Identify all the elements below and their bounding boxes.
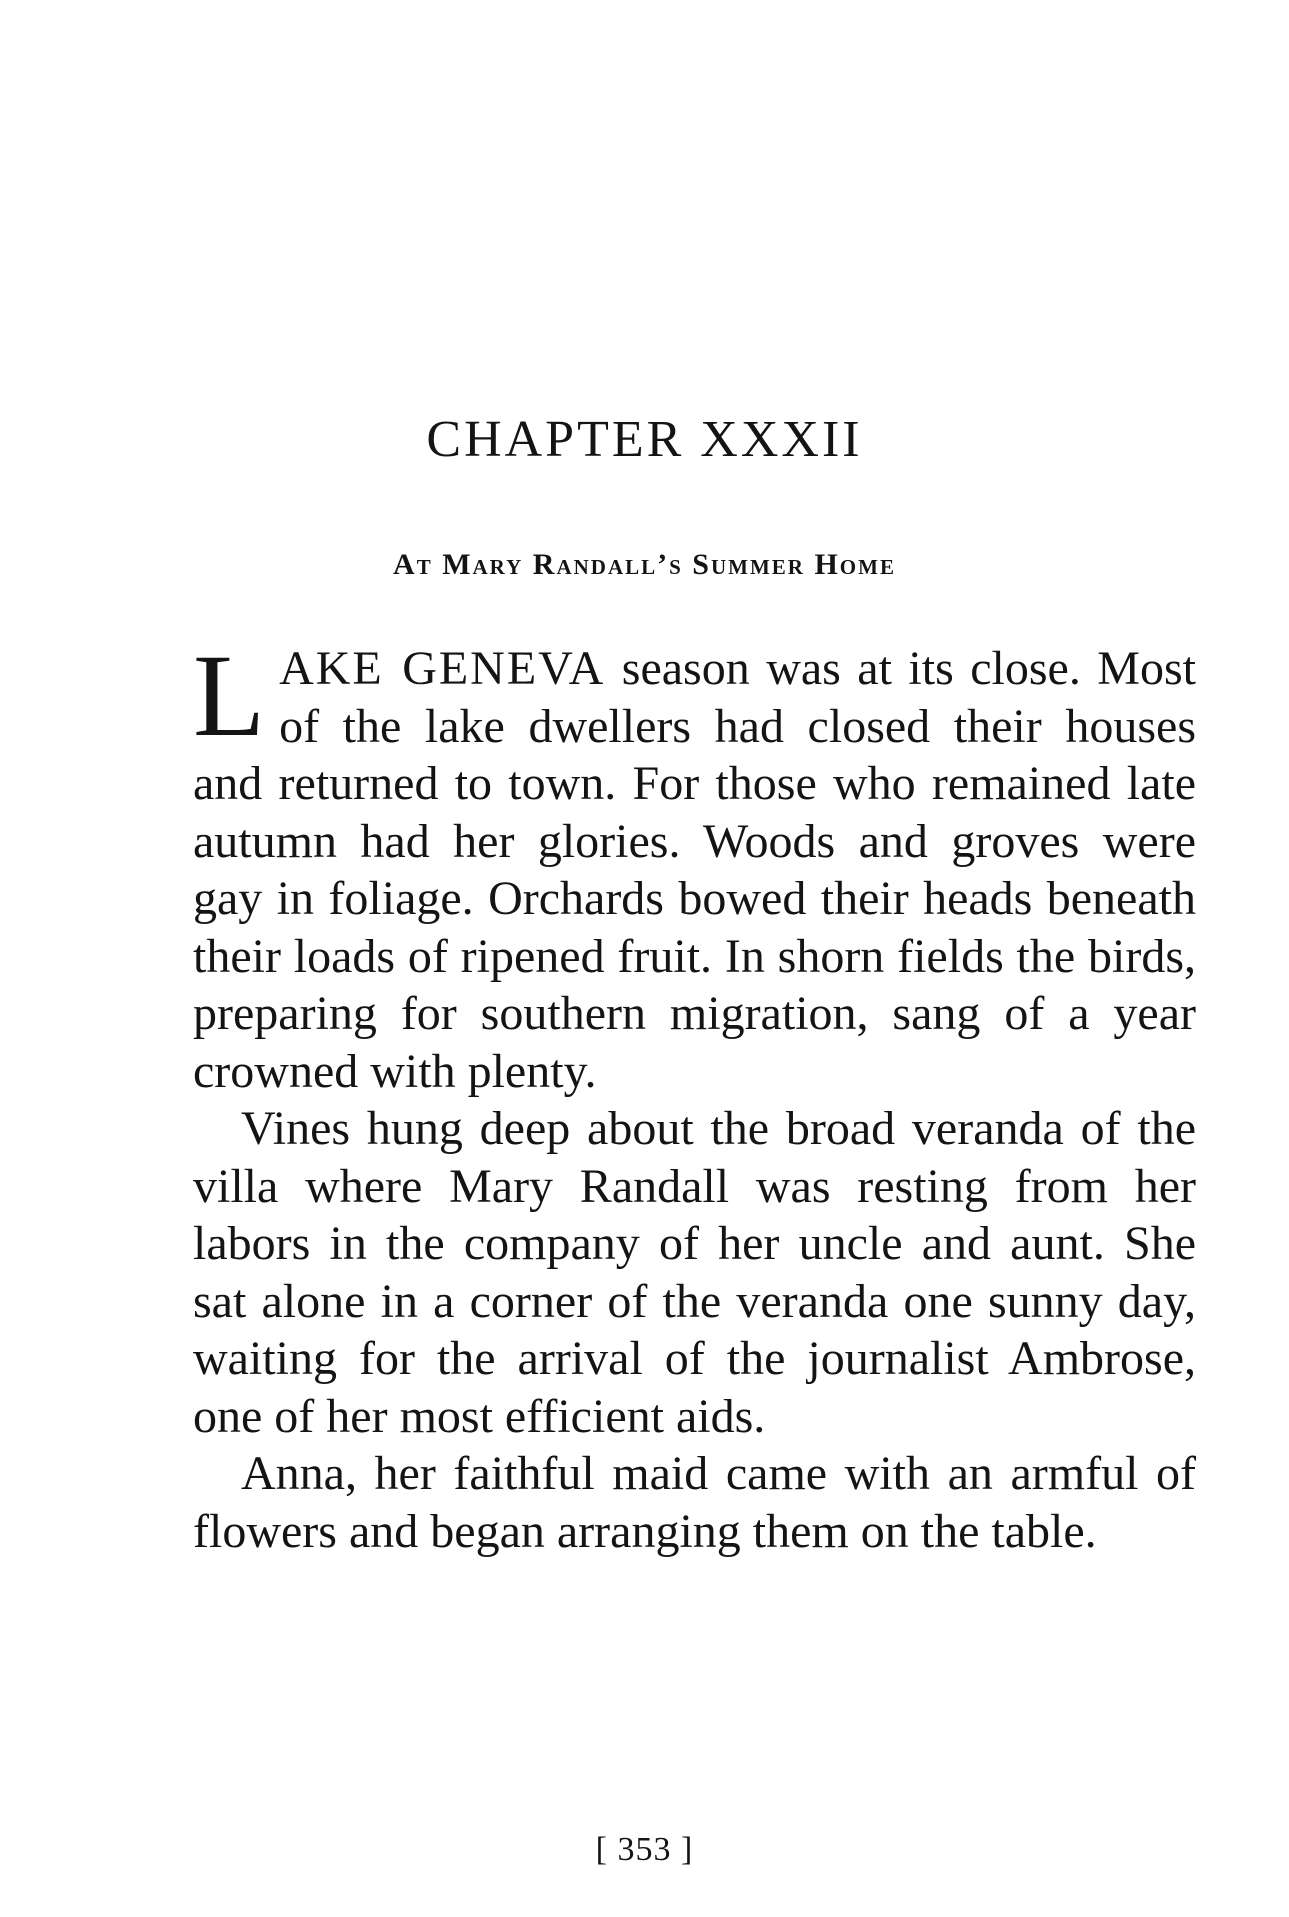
- paragraph-1: [193, 630, 1196, 1100]
- paragraph-1-text: season was at its close. Most of the lake dwellers had closed their houses and returned to town. For those who remained late autumn had her glories. Woods and groves were gay in foliage. Orchards bowed their heads beneath their loads of ripened fruit. In shorn fields the birds, preparing for southern migration, sang of a year crowned with plenty.: [193, 642, 1196, 1098]
- paragraph-3: Anna, her faithful maid came with an armful of flowers and began arranging them on the table.: [193, 1447, 1196, 1558]
- chapter-title: CHAPTER XXXII: [426, 411, 863, 468]
- body-text: [193, 630, 1196, 1560]
- lead-caps: AKE GENEVA: [279, 642, 606, 695]
- drop-cap: L: [193, 630, 266, 761]
- page-number: [ 353 ]: [595, 1831, 694, 1868]
- paragraph-2: Vines hung deep about the broad veranda of the villa where Mary Randall was resting from her labors in the company of her uncle and aunt. She sat alone in a corner of the veranda one sunny day, waiting for the arrival of the journalist Ambrose, one of her most efficient aids.: [193, 1102, 1196, 1443]
- chapter-subtitle: At Mary Randall’s Summer Home: [393, 548, 896, 581]
